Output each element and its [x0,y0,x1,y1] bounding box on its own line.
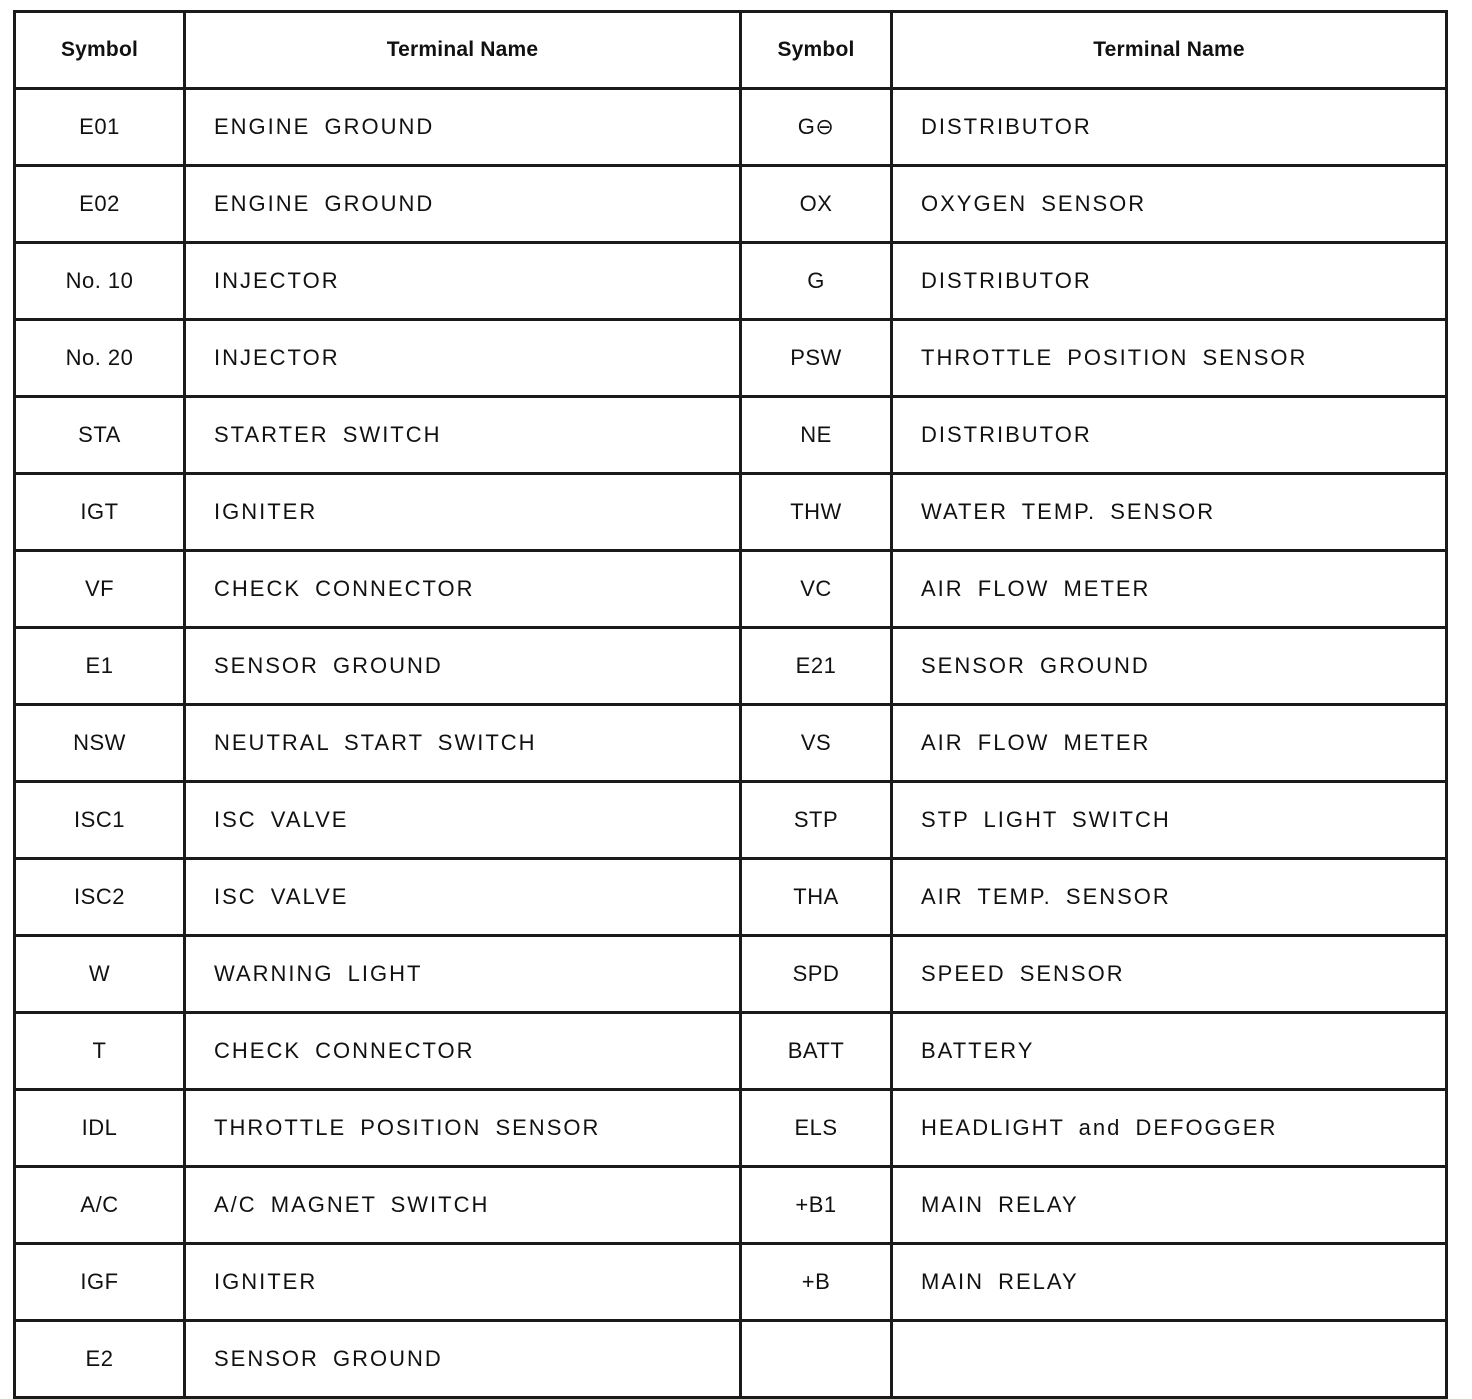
terminal-name-cell-right: SPEED SENSOR [892,936,1447,1013]
terminal-name-cell-right: THROTTLE POSITION SENSOR [892,320,1447,397]
terminal-name-cell-right: HEADLIGHT and DEFOGGER [892,1090,1447,1167]
terminal-name-cell-right: DISTRIBUTOR [892,243,1447,320]
terminal-name-cell-left: A/C MAGNET SWITCH [185,1167,741,1244]
symbol-cell-left: E01 [15,89,185,166]
header-terminal-name-right: Terminal Name [892,12,1447,89]
terminal-name-cell-right [892,1321,1447,1398]
symbol-cell-left: No. 20 [15,320,185,397]
terminal-name-cell-left: INJECTOR [185,243,741,320]
table-row [15,89,1447,166]
terminal-name-cell-right: OXYGEN SENSOR [892,166,1447,243]
symbol-cell-left: IGF [15,1244,185,1321]
table-row [15,1244,1447,1321]
symbol-cell-right: BATT [741,1013,892,1090]
symbol-cell-right: OX [741,166,892,243]
symbol-cell-right: VC [741,551,892,628]
symbol-cell-left: NSW [15,705,185,782]
symbol-cell-right: PSW [741,320,892,397]
terminal-name-cell-left: CHECK CONNECTOR [185,1013,741,1090]
terminal-name-cell-left: WARNING LIGHT [185,936,741,1013]
symbol-cell-left: ISC1 [15,782,185,859]
symbol-cell-right: E21 [741,628,892,705]
table-row [15,628,1447,705]
table-row [15,551,1447,628]
symbol-cell-left: IGT [15,474,185,551]
symbol-cell-right: THW [741,474,892,551]
terminal-name-cell-right: AIR FLOW METER [892,551,1447,628]
terminal-name-cell-left: INJECTOR [185,320,741,397]
terminal-name-cell-left: SENSOR GROUND [185,628,741,705]
symbol-cell-right: +B1 [741,1167,892,1244]
terminal-name-cell-left: ENGINE GROUND [185,89,741,166]
table-row [15,397,1447,474]
header-terminal-name-left: Terminal Name [185,12,741,89]
terminal-name-cell-left: STARTER SWITCH [185,397,741,474]
symbol-cell-right: VS [741,705,892,782]
symbol-cell-right [741,1321,892,1398]
table-row [15,859,1447,936]
terminal-name-cell-left: ENGINE GROUND [185,166,741,243]
symbol-cell-right: +B [741,1244,892,1321]
table-row [15,1013,1447,1090]
table-row [15,1090,1447,1167]
symbol-cell-right: G [741,243,892,320]
table-row [15,474,1447,551]
terminal-name-cell-right: DISTRIBUTOR [892,89,1447,166]
terminal-name-cell-right: MAIN RELAY [892,1167,1447,1244]
terminal-name-cell-right: BATTERY [892,1013,1447,1090]
terminal-name-cell-right: SENSOR GROUND [892,628,1447,705]
table-row [15,782,1447,859]
terminal-name-cell-left: CHECK CONNECTOR [185,551,741,628]
symbol-cell-left: STA [15,397,185,474]
symbol-cell-right: G⊖ [741,89,892,166]
terminal-name-cell-left: THROTTLE POSITION SENSOR [185,1090,741,1167]
terminal-name-cell-left: IGNITER [185,474,741,551]
table-row [15,705,1447,782]
terminal-name-cell-left: ISC VALVE [185,859,741,936]
terminal-name-cell-right: AIR FLOW METER [892,705,1447,782]
symbol-cell-right: THA [741,859,892,936]
table-row [15,1321,1447,1398]
symbol-cell-left: ISC2 [15,859,185,936]
symbol-cell-left: No. 10 [15,243,185,320]
terminal-name-cell-left: NEUTRAL START SWITCH [185,705,741,782]
table-header-row [15,12,1447,89]
symbol-cell-left: E02 [15,166,185,243]
terminal-name-cell-left: SENSOR GROUND [185,1321,741,1398]
table-row [15,166,1447,243]
table-row [15,1167,1447,1244]
symbol-cell-left: E2 [15,1321,185,1398]
table-row [15,320,1447,397]
header-symbol-left: Symbol [15,12,185,89]
terminal-name-cell-right: DISTRIBUTOR [892,397,1447,474]
symbol-cell-right: STP [741,782,892,859]
terminal-name-cell-right: MAIN RELAY [892,1244,1447,1321]
table-row [15,936,1447,1013]
table-body [15,89,1447,1398]
terminal-name-cell-right: AIR TEMP. SENSOR [892,859,1447,936]
terminal-name-cell-right: STP LIGHT SWITCH [892,782,1447,859]
symbol-cell-right: ELS [741,1090,892,1167]
terminal-name-cell-right: WATER TEMP. SENSOR [892,474,1447,551]
symbol-cell-left: W [15,936,185,1013]
terminal-name-cell-left: ISC VALVE [185,782,741,859]
terminal-name-cell-left: IGNITER [185,1244,741,1321]
symbol-cell-left: IDL [15,1090,185,1167]
symbol-cell-left: VF [15,551,185,628]
header-symbol-right: Symbol [741,12,892,89]
table-row [15,243,1447,320]
terminal-table [13,10,1448,1399]
symbol-cell-left: A/C [15,1167,185,1244]
symbol-cell-left: E1 [15,628,185,705]
symbol-cell-left: T [15,1013,185,1090]
symbol-cell-right: SPD [741,936,892,1013]
symbol-cell-right: NE [741,397,892,474]
